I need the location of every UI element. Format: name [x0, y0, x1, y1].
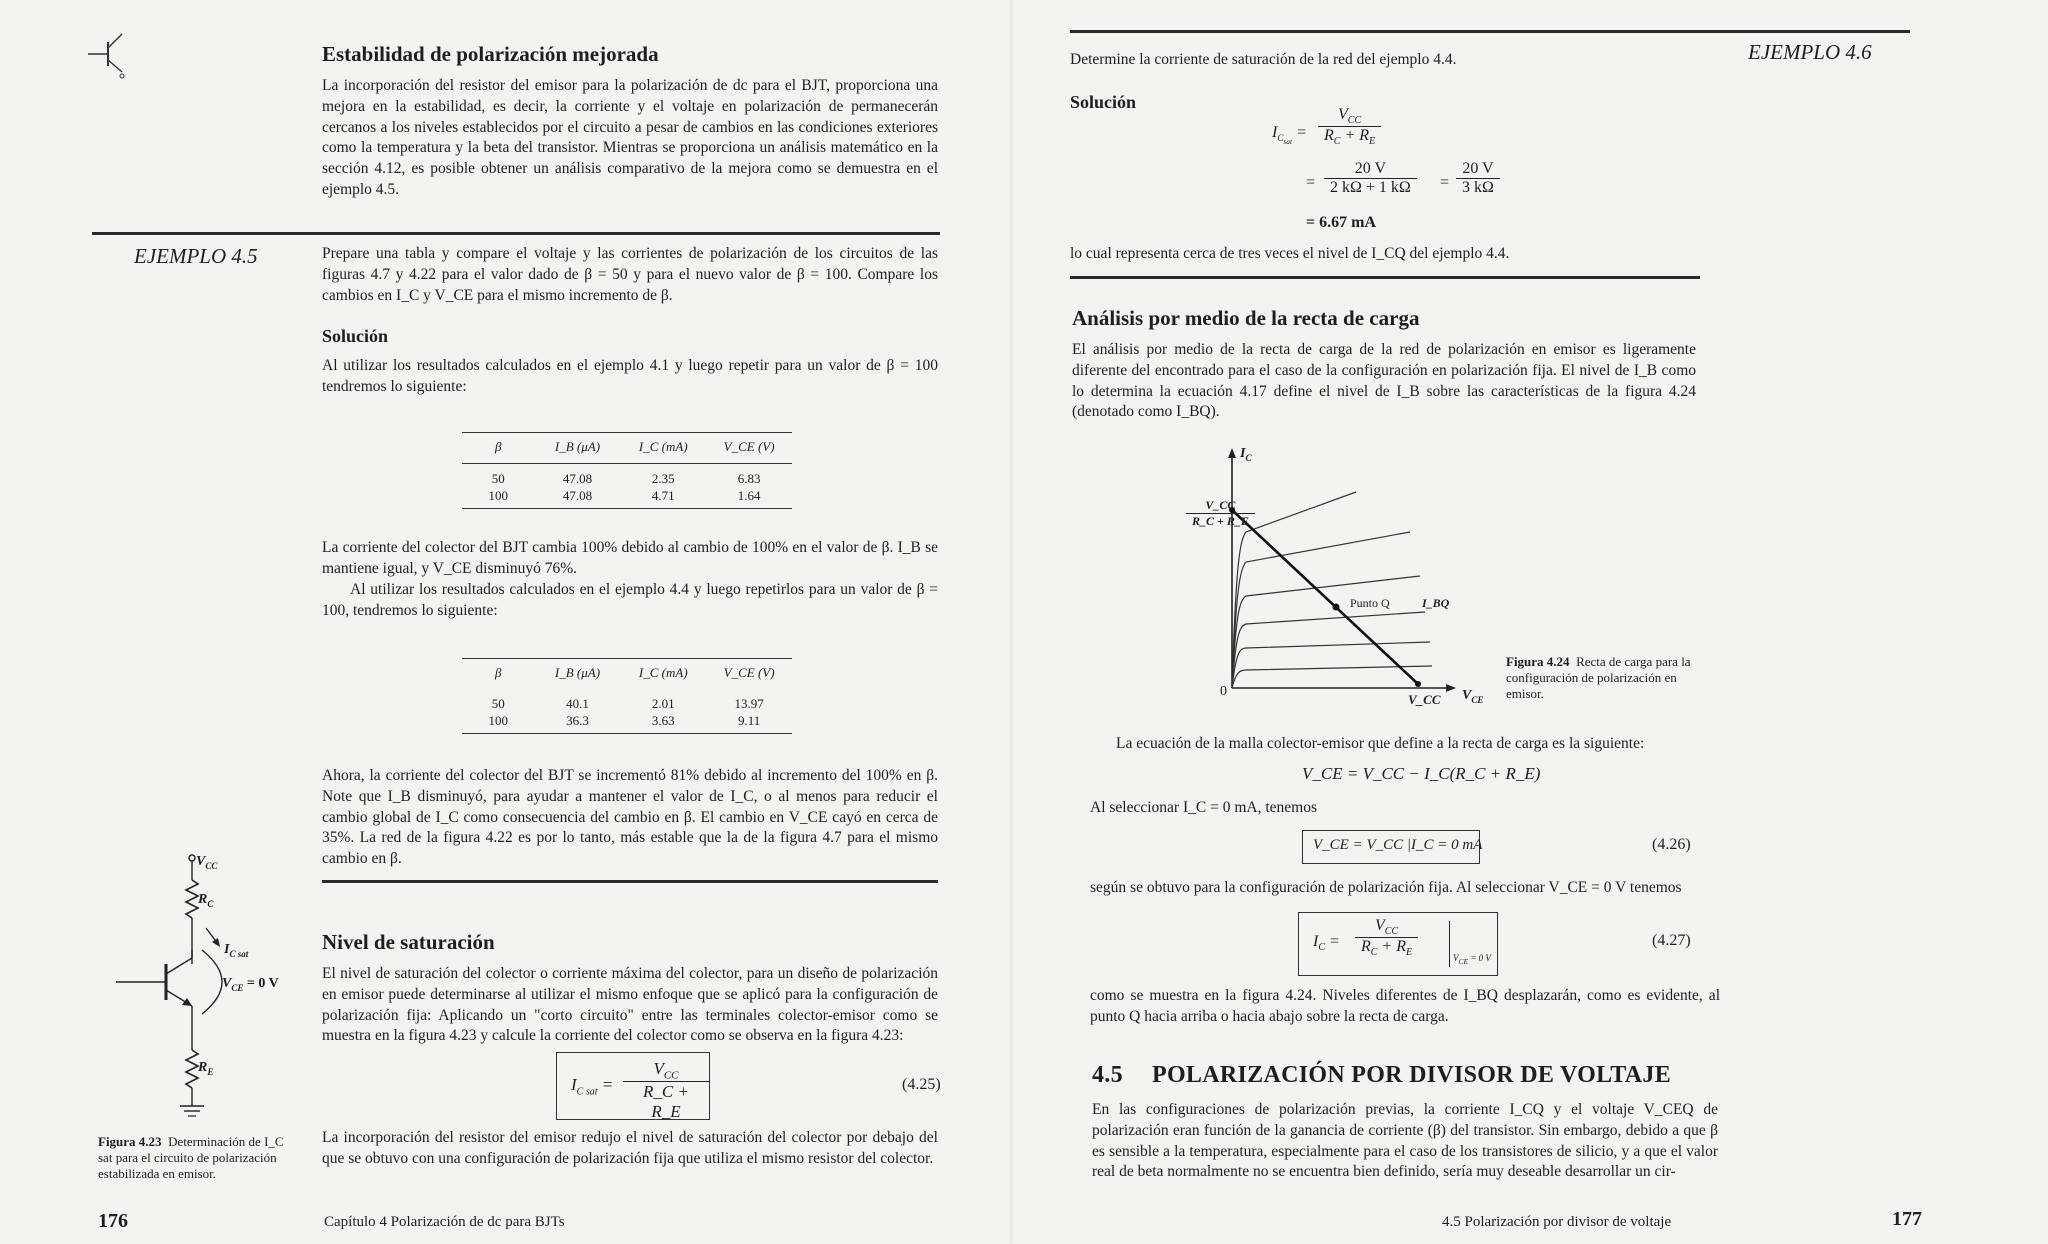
table-row: 100 47.08 4.71 1.64	[488, 488, 761, 503]
table-header-vce: V_CE (V)	[723, 439, 775, 454]
table-2	[462, 659, 792, 733]
table-row: 50 40.1 2.01 13.97	[491, 696, 764, 711]
transistor-thumbnail-icon	[86, 26, 146, 86]
eq-equals-1: =	[1306, 174, 1316, 191]
figure-4-23-caption: Figura 4.23 Determinación de I_C sat para el circuito de polarización estabilizada en emisor.	[98, 1134, 284, 1181]
origin-label: 0	[1220, 684, 1227, 699]
eq-4-26: V_CE = V_CC |I_C = 0 mA	[1313, 837, 1483, 853]
equation-4-27-box	[1298, 912, 1498, 976]
q-point-label: Punto Q	[1350, 596, 1390, 610]
section-title-recta: Análisis por medio de la recta de carga	[1072, 306, 1420, 330]
page-number-left: 176	[98, 1210, 128, 1232]
select-ic-zero: Al seleccionar I_C = 0 mA, tenemos	[1090, 799, 1317, 816]
eq-4-27-fraction: $V_{CC}$ $R_C + R_E$	[1355, 917, 1418, 958]
eq-lhs: $I_{C sat}$ =	[571, 1075, 614, 1098]
section-footer: 4.5 Polarización por divisor de voltaje	[1442, 1214, 1672, 1230]
example-4-6-after: lo cual representa cerca de tres veces el nivel de I_CQ del ejemplo 4.4.	[1070, 245, 1510, 262]
figure-4-24-caption: Figura 4.24 Recta de carga para la configuración de polarización en emisor.	[1506, 654, 1691, 701]
ibq-label: I_BQ	[1422, 596, 1450, 610]
section-body-estabilidad: La incorporación del resistor del emisor para la polarización de dc para el BJT, proporciona una mejora en la estabilidad, es decir, la corriente y el voltaje en polarización de permanecerán cercanos a los niveles establecidos por el circuito a pesar de cambios en las condiciones exteriores como la temperatura y la beta del transistor. Mientras se proporciona un análisis matemático en la sección 4.12, es posible obtener un análisis comparativo de la mejora como se demuestra en el ejemplo 4.5.	[322, 77, 938, 198]
example-divider-bottom	[322, 880, 938, 883]
section-title-saturacion: Nivel de saturación	[322, 930, 495, 954]
eq-4-27-cond: $V_{CE} = 0$ V	[1453, 953, 1491, 966]
left-page	[0, 0, 1010, 1244]
label-re: $R_E$	[198, 1060, 214, 1077]
table-row: 50 47.08 2.35 6.83	[462, 464, 792, 488]
equation-4-26-box	[1302, 830, 1483, 864]
table-1-header-row	[462, 433, 792, 464]
table-row: 100 36.3 3.63 9.11	[488, 713, 761, 728]
table-1	[462, 433, 792, 508]
characteristic-curve	[1232, 576, 1420, 688]
solution-intro-1: Al utilizar los resultados calculados en el ejemplo 4.1 y luego repetir para un valor de β = 100 tendremos lo siguiente:	[322, 357, 938, 395]
equation-number-4-25: (4.25)	[902, 1076, 941, 1093]
figure-4-24-plot	[1180, 440, 1500, 710]
load-line-intro: La ecuación de la malla colector-emisor que define a la recta de carga es la siguiente:	[1116, 735, 1645, 752]
example-4-6-divider-top	[1070, 30, 1910, 33]
axis-label-vce: $V_{CE}$	[1462, 688, 1484, 705]
comparison-table-2	[462, 658, 792, 734]
section-number-4-5: 4.5	[1092, 1062, 1123, 1088]
saturacion-after: La incorporación del resistor del emisor redujo el nivel de saturación del colector por debajo del que se obtuvo con una configuración de polarización fija que utiliza el mismo resistor del colector.	[322, 1129, 938, 1167]
equation-number-4-27: (4.27)	[1652, 932, 1691, 949]
section-title-estabilidad: Estabilidad de polarización mejorada	[322, 42, 659, 66]
label-rc: $R_C$	[198, 892, 214, 909]
example-4-6-statement: Determine la corriente de saturación de la red del ejemplo 4.4.	[1070, 51, 1457, 68]
section-body-saturacion: El nivel de saturación del colector o corriente máxima del colector, para un diseño de polarización en emisor puede determinarse al utilizar el mismo enfoque que se aplicó para la configuración de polarización fija: Aplicando un "corto circuito" entre las terminales colector-emisor como se muestra en la figura 4.23 y calcule la corriente del colector como se observa en la figura 4.23:	[322, 965, 938, 1045]
example-4-5-statement: Prepare una tabla y compare el voltaje y las corrientes de polarización de los circuitos de las figuras 4.7 y 4.22 para el valor dado de β = 50 y para el nuevo valor de β = 100. Compare los cambios en I_C y V_CE para el mismo incremento de β.	[322, 245, 938, 304]
equation-number-4-26: (4.26)	[1652, 836, 1691, 853]
page-number-right: 177	[1892, 1208, 1922, 1230]
axis-label-ic: $I_C$	[1240, 446, 1252, 463]
paragraph-3: Ahora, la corriente del colector del BJT se incrementó 81% debido al incremento del 100% en β. Note que I_B disminuyó, para ayudar a mantener el valor de I_C, o al menos para reducir el cambio global de I_C como consecuencia del cambio en β. El cambio en V_CE cayó en cerca de 35%. La red de la figura 4.22 es por lo tanto, más estable que la de la figura 4.7 para el mismo cambio en β.	[322, 767, 938, 868]
select-vce-zero: según se obtuvo para la configuración de polarización fija. Al seleccionar V_CE = 0 V tenemos	[1090, 879, 1682, 896]
ic-sat-eq-lhs: $I_{C_{sat}}$ =	[1272, 124, 1307, 146]
equation-4-25-box	[556, 1052, 710, 1120]
solution-title-4-6: Solución	[1070, 92, 1137, 112]
comparison-table-1	[462, 432, 792, 509]
paragraph-1: La corriente del colector del BJT cambia 100% debido al cambio de 100% en el valor de β. I_B se mantiene igual, y V_CE disminuyó 76%.	[322, 539, 938, 577]
eq-4-27-lhs: $I_C$ =	[1313, 933, 1340, 954]
example-4-6-divider-bottom	[1070, 276, 1700, 279]
eq-equals-2: =	[1440, 174, 1450, 191]
example-divider-top	[92, 232, 940, 235]
label-icsat: $I_{C sat}$	[224, 942, 249, 959]
chapter-footer: Capítulo 4 Polarización de dc para BJTs	[324, 1214, 565, 1230]
table-header-beta: β	[495, 439, 502, 454]
paragraph-2: Al utilizar los resultados calculados en el ejemplo 4.4 y luego repetirlos para un valor de β = 100, tendremos lo siguiente:	[322, 581, 938, 619]
load-line-after: como se muestra en la figura 4.24. Niveles diferentes de I_BQ desplazarán, como es evidente, al punto Q hacia arriba o hacia abajo sobre la recta de carga.	[1090, 987, 1720, 1025]
solution-title: Solución	[322, 326, 389, 346]
ic-sat-eq-fraction: $V_{CC}$ $R_C + R_E$	[1318, 106, 1381, 147]
section-body-divisor: En las configuraciones de polarización previas, la corriente I_CQ y el voltaje V_CEQ de polarización eran función de la ganancia de corriente (β) del transistor. Sin embargo, debido a que β es sensible a la temperatura, especialmente para el caso de los transistores de silicio, y a que el valor real de beta normalmente no se encuentra bien definido, sería muy deseable desarrollar un cir-	[1092, 1101, 1718, 1181]
label-vcc: $V_{CC}$	[196, 854, 218, 871]
table-2-header-row: β I_B (μA) I_C (mA) V_CE (V)	[495, 665, 775, 680]
eq-fraction-2: $\frac{20 V}{2 k\Omega + 1 k\Omega}$	[1324, 160, 1417, 197]
table-header-ic: I_C (mA)	[638, 439, 688, 454]
load-line-equation: V_CE = V_CC − I_C(R_C + R_E)	[1302, 764, 1541, 783]
eq-fraction: $V_{CC}$ R_C + R_E	[623, 1059, 709, 1122]
eq-fraction-3: $\frac{20 V}{3 k\Omega}$	[1456, 160, 1500, 197]
characteristic-curve	[1232, 612, 1425, 688]
characteristic-curve	[1232, 642, 1430, 688]
section-title-divisor: POLARIZACIÓN POR DIVISOR DE VOLTAJE	[1152, 1062, 1671, 1088]
section-body-recta: El análisis por medio de la recta de carga de la red de polarización en emisor es ligeramente diferente del encontrado para el caso de la configuración en polarización fija. El nivel de I_B como lo determina la ecuación 4.17 define el nivel de I_B sobre las características de la figura 4.24 (denotado como I_BQ).	[1072, 341, 1696, 421]
eq-result: = 6.67 mA	[1306, 214, 1376, 231]
q-point-marker	[1333, 604, 1340, 611]
label-vce: $V_{CE} = 0$ V	[222, 976, 279, 993]
example-label-4-6: EJEMPLO 4.6	[1748, 40, 1872, 64]
y-intercept-label: $\frac{V\_CC}{R\_C + R\_E}$	[1186, 498, 1255, 529]
table-header-ib: I_B (μA)	[554, 439, 601, 454]
example-label-4-5: EJEMPLO 4.5	[134, 244, 258, 268]
x-intercept-label: V_CC	[1408, 692, 1441, 707]
right-page	[1010, 0, 2048, 1244]
